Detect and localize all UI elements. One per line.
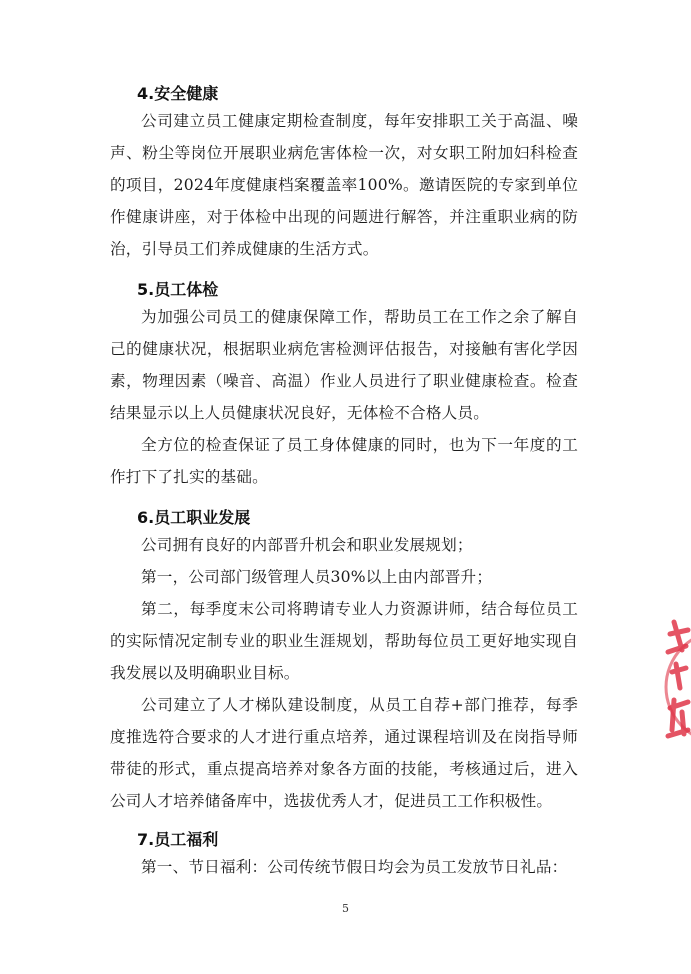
paragraph-career-3: 第二，每季度末公司将聘请专业人力资源讲师，结合每位员工的实际情况定制专业的职业生涯规划，帮助每位员工更好地实现自我发展以及明确职业目标。 [110,600,578,682]
paragraph-career-1: 公司拥有良好的内部晋升机会和职业发展规划； [141,536,473,554]
heading-employee-benefits: 7.员工福利 [137,830,219,849]
heading-career-development: 6.员工职业发展 [137,508,251,527]
paragraph-checkup-2: 全方位的检查保证了员工身体健康的同时，也为下一年度的工作打下了扎实的基础。 [110,436,578,486]
heading-safety-health: 4.安全健康 [137,84,219,103]
paragraph-career-2: 第一，公司部门级管理人员30%以上由内部晋升； [141,568,493,586]
paragraph-checkup-1: 为加强公司员工的健康保障工作，帮助员工在工作之余了解自己的健康状况，根据职业病危害检测评估报告，对接触有害化学因素，物理因素（噪音、高温）作业人员进行了职业健康检查。检查结果显示以上人员健康状况良好，无体检不合格人员。 [110,308,578,422]
heading-employee-checkup: 5.员工体检 [137,280,219,299]
paragraph-career-4: 公司建立了人才梯队建设制度，从员工自荐+部门推荐，每季度推选符合要求的人才进行重点培养，通过课程培训及在岗指导师带徒的形式，重点提高培养对象各方面的技能，考核通过后，进入公司人才培养储备库中，选拔优秀人才，促进员工工作积极性。 [110,696,578,810]
red-seal-stamp-fragment [662,612,691,762]
page-number: 5 [342,902,349,915]
paragraph-safety-health: 公司建立员工健康定期检查制度，每年安排职工关于高温、噪声、粉尘等岗位开展职业病危害体检一次，对女职工附加妇科检查的项目，2024年度健康档案覆盖率100%。邀请医院的专家到单位作健康讲座，对于体检中出现的问题进行解答，并注重职业病的防治，引导员工们养成健康的生活方式。 [110,112,578,258]
paragraph-benefits-1: 第一、节日福利：公司传统节假日均会为员工发放节日礼品： [141,858,568,876]
